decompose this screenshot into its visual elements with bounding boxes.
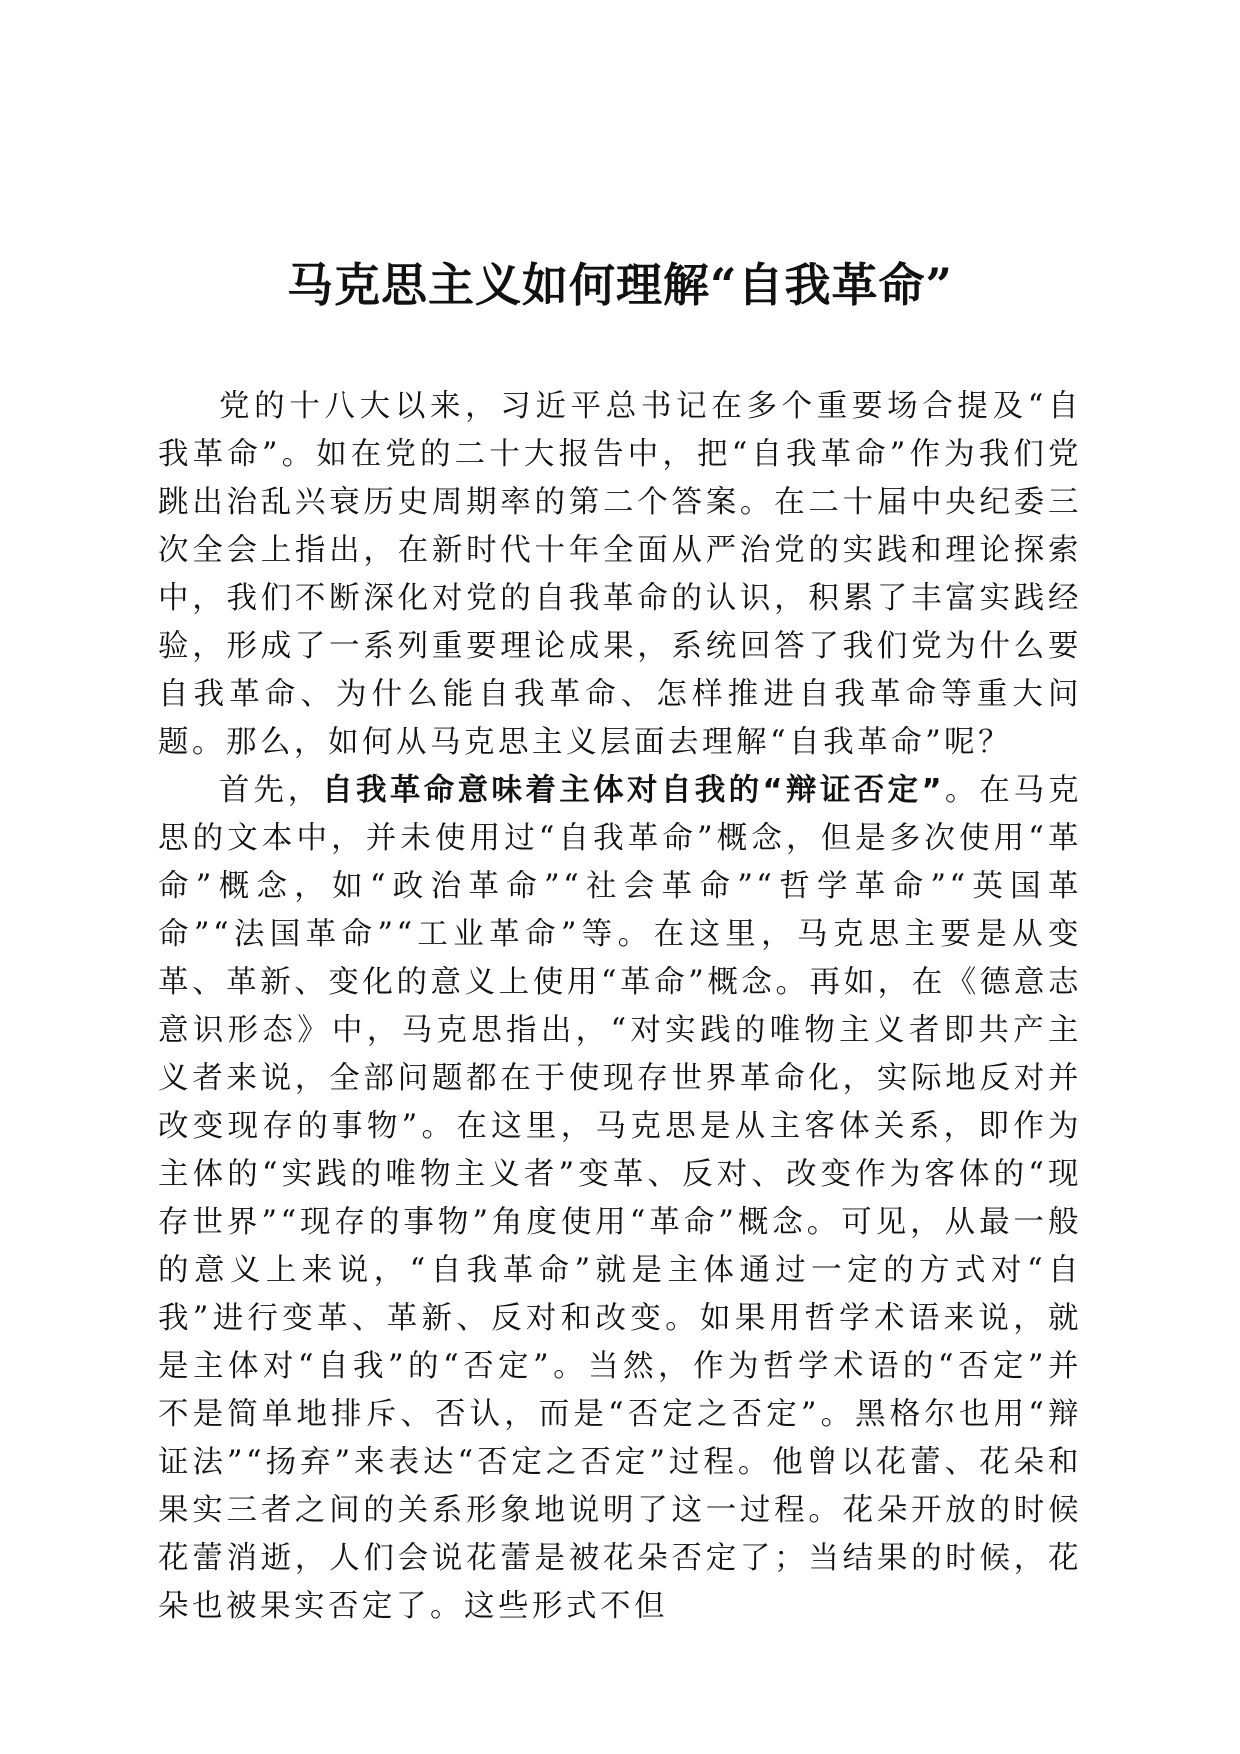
document-body <box>158 383 1082 1631</box>
paragraph-intro: 党的十八大以来，习近平总书记在多个重要场合提及“自我革命”。如在党的二十大报告中，把“自我革命”作为我们党跳出治乱兴衰历史周期率的第二个答案。在二十届中央纪委三次全会上指出，在新时代十年全面从严治党的实践和理论探索中，我们不断深化对党的自我革命的认识，积累了丰富实践经验，形成了一系列重要理论成果，系统回答了我们党为什么要自我革命、为什么能自我革命、怎样推进自我革命等重大问题。那么，如何从马克思主义层面去理解“自我革命”呢？ <box>158 389 1082 760</box>
document-title: 马克思主义如何理解“自我革命” <box>287 258 953 312</box>
paragraph-first-point <box>158 767 1082 1631</box>
emphasis-text: 自我革命意味着主体对自我的“辩证否定” <box>322 773 945 808</box>
paragraph-rest: 。在马克思的文本中，并未使用过“自我革命”概念，但是多次使用“革命”概念，如“政治革命”“社会革命”“哲学革命”“英国革命”“法国革命”“工业革命”等。在这里，马克思主要是从变革、革新、变化的意义上使用“革命”概念。再如，在《德意志意识形态》中，马克思指出，“对实践的唯物主义者即共产主义者来说，全部问题都在于使现存世界革命化，实际地反对并改变现存的事物”。在这里，马克思是从主客体关系，即作为主体的“实践的唯物主义者”变革、反对、改变作为客体的“现存世界”“现存的事物”角度使用“革命”概念。可见，从最一般的意义上来说，“自我革命”就是主体通过一定的方式对“自我”进行变革、革新、反对和改变。如果用哲学术语来说，就是主体对“自我”的“否定”。当然，作为哲学术语的“否定”并不是简单地排斥、否认，而是“否定之否定”。黑格尔也用“辩证法”“扬弃”来表达“否定之否定”过程。他曾以花蕾、花朵和果实三者之间的关系形象地说明了这一过程。花朵开放的时候花蕾消逝，人们会说花蕾是被花朵否定了；当结果的时候，花朵也被果实否定了。这些形式不但 <box>158 773 1083 1624</box>
paragraph-lead: 首先， <box>219 773 323 808</box>
